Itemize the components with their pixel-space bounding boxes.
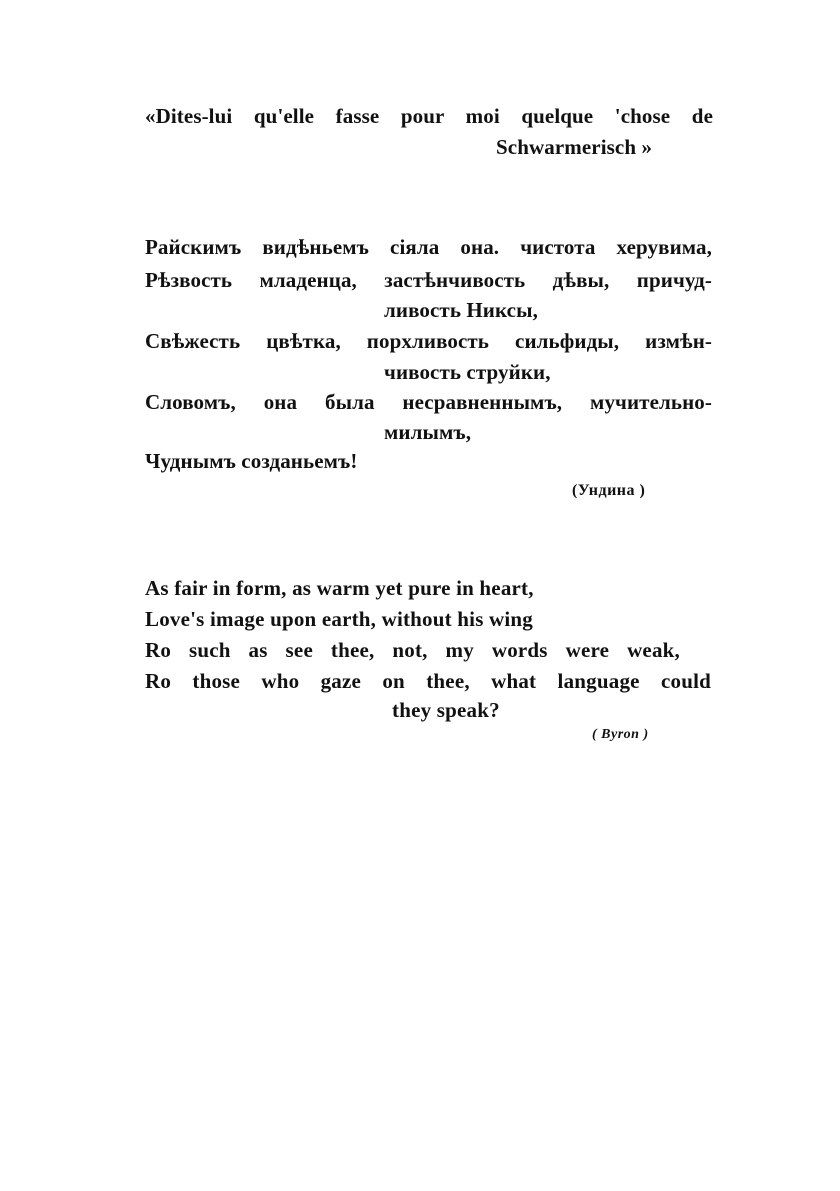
poem-ru-line-3: ливость Никсы, bbox=[384, 298, 538, 322]
poem-en-line-2: Love's image upon earth, without his wing bbox=[145, 607, 533, 631]
poem-ru-line-5: чивость струйки, bbox=[384, 360, 551, 384]
poem-ru-line-4: Свѣжесть цвѣтка, порхливость сильфиды, измѣн- bbox=[145, 329, 712, 353]
poem-ru-line-8: Чуднымъ созданьемъ! bbox=[145, 449, 358, 473]
epigraph-line-2: Schwarmerisch » bbox=[496, 135, 653, 159]
poem-ru-line-2: Рѣзвость младенца, застѣнчивость дѣвы, причуд- bbox=[145, 268, 712, 292]
poem-ru-line-1: Райскимъ видѣньемъ сіяла она. чистота херувима, bbox=[145, 235, 712, 259]
poem-en-line-1: As fair in form, as warm yet pure in heart, bbox=[145, 576, 534, 600]
poem-ru-attribution: (Ундина ) bbox=[572, 482, 646, 499]
epigraph-line-1: «Dites-lui qu'elle fasse pour moi quelque 'chose de bbox=[145, 104, 713, 128]
poem-en-line-5: they speak? bbox=[392, 698, 500, 722]
poem-en-line-3: Ro such as see thee, not, my words were weak, bbox=[145, 638, 680, 662]
poem-en-line-4: Ro those who gaze on thee, what language could bbox=[145, 669, 711, 693]
poem-ru-line-7: милымъ, bbox=[384, 420, 472, 444]
poem-ru-line-6: Словомъ, она была несравненнымъ, мучительно- bbox=[145, 390, 712, 414]
poem-en-attribution: ( Byron ) bbox=[592, 727, 649, 742]
